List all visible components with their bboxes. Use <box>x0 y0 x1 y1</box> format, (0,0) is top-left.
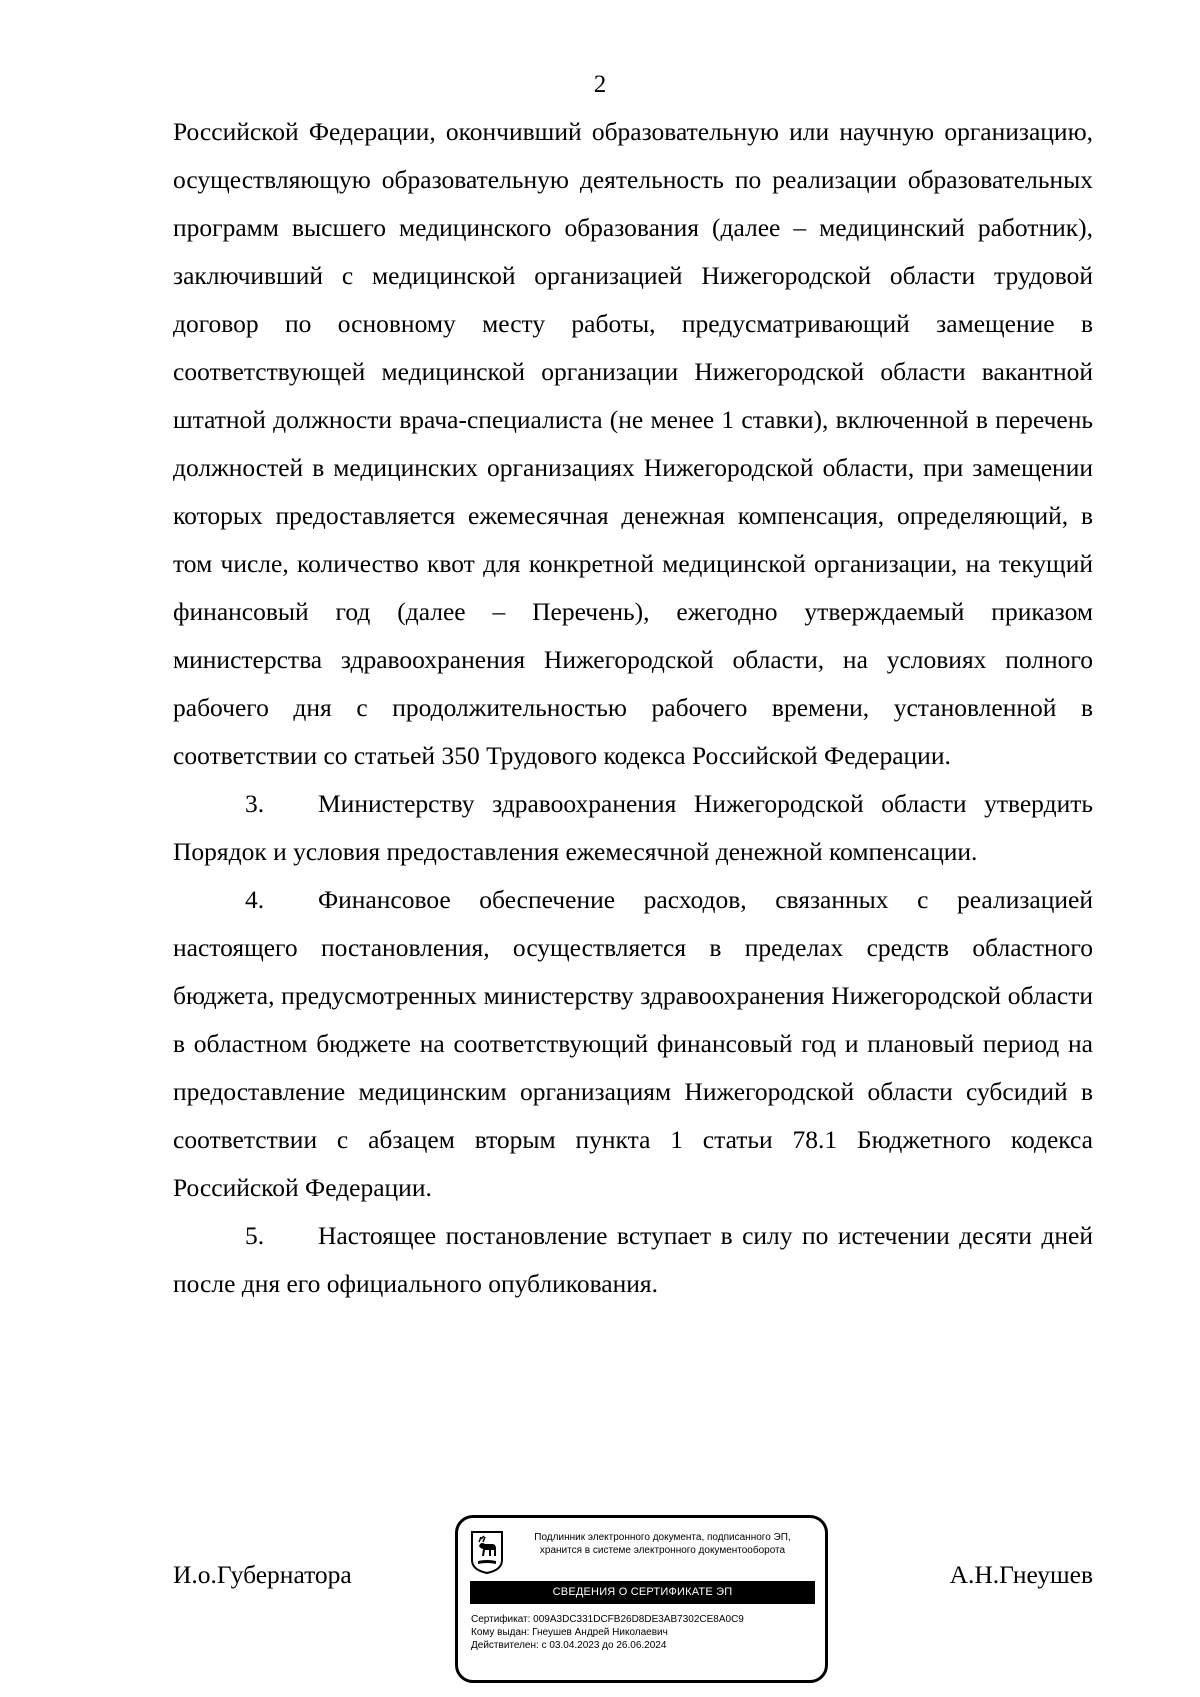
ep-stamp-header <box>470 1530 815 1580</box>
electronic-signature-stamp <box>455 1515 828 1683</box>
ep-certificate-details <box>471 1613 816 1652</box>
ep-header-line-1: Подлинник электронного документа, подписанного ЭП, <box>534 1532 791 1543</box>
paragraph-4-number: 4. <box>245 885 265 914</box>
document-body <box>173 108 1093 1308</box>
paragraph-5 <box>173 1212 1093 1308</box>
signatory-name: А.Н.Гнеушев <box>949 1560 1093 1589</box>
paragraph-4-text: Финансовое обеспечение расходов, связанных с реализацией настоящего постановления, осуществляется в пределах средств областного бюджета, предусмотренных министерству здравоохранения Нижегородской области в областном бюджете на соответствующий финансовый год и плановый период на предоставление медицинским организациям Нижегородской области субсидий в соответствии с абзацем вторым пункта 1 статьи 78.1 Бюджетного кодекса Российской Федерации. <box>173 885 1093 1202</box>
ep-header-line-2: хранится в системе электронного документооборота <box>539 1545 786 1556</box>
paragraph-continuation: Российской Федерации, окончивший образовательную или научную организацию, осуществляющую образовательную деятельность по реализации образовательных программ высшего медицинского образования (далее – медицинский работник), заключивший с медицинской организацией Нижегородской области трудовой договор по основному месту работы, предусматривающий замещение в соответствующей медицинской организации Нижегородской области вакантной штатной должности врача-специалиста (не менее 1 ставки), включенной в перечень должностей в медицинских организациях Нижегородской области, при замещении которых предоставляется ежемесячная денежная компенсация, определяющий, в том числе, количество квот для конкретной медицинской организации, на текущий финансовый год (далее – Перечень), ежегодно утверждаемый приказом министерства здравоохранения Нижегородской области, на условиях полного рабочего дня с продолжительностью рабочего времени, установленной в соответствии со статьей 350 Трудового кодекса Российской Федерации. <box>173 117 1093 770</box>
paragraph-5-number: 5. <box>245 1221 265 1250</box>
ep-certificate-number: Сертификат: 009A3DC331DCFB26D8DE3AB7302CE8A0C9 <box>471 1614 744 1625</box>
ep-header-text <box>510 1531 815 1557</box>
paragraph-3 <box>173 780 1093 876</box>
paragraph-5-text: Настоящее постановление вступает в силу по истечении десяти дней после дня его официального опубликования. <box>173 1221 1093 1298</box>
paragraph-4 <box>173 876 1093 1212</box>
paragraph-3-text: Министерству здравоохранения Нижегородской области утвердить Порядок и условия предоставления ежемесячной денежной компенсации. <box>173 789 1093 866</box>
ep-certificate-title: СВЕДЕНИЯ О СЕРТИФИКАТЕ ЭП <box>470 1581 815 1604</box>
signatory-position: И.о.Губернатора <box>173 1560 352 1589</box>
ep-validity: Действителен: с 03.04.2023 до 26.06.2024 <box>471 1640 667 1651</box>
paragraph-3-number: 3. <box>245 789 265 818</box>
page-number: 2 <box>593 71 607 98</box>
ep-issued-to: Кому выдан: Гнеушев Андрей Николаевич <box>471 1627 668 1638</box>
deer-emblem-icon <box>470 1530 504 1574</box>
